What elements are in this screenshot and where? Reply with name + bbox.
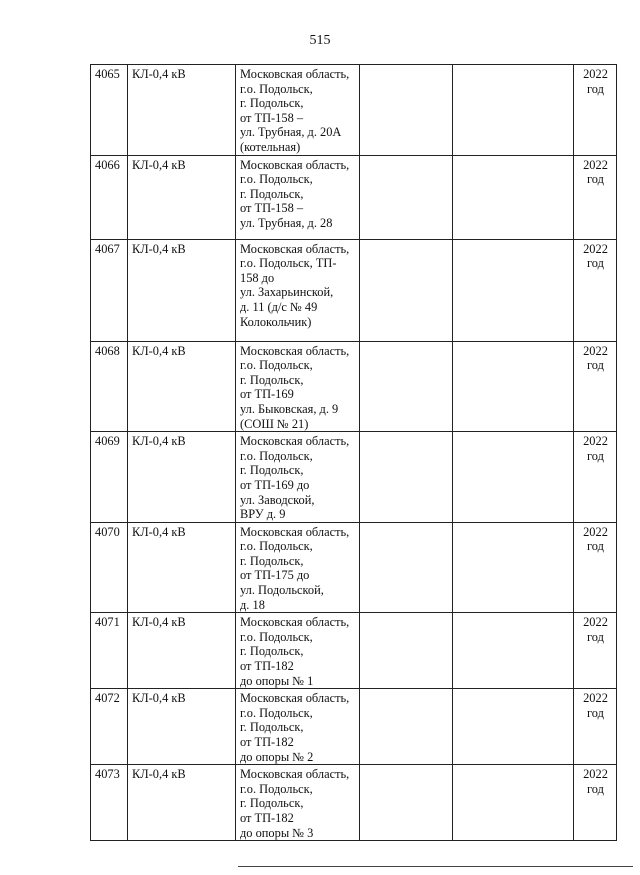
empty-cell: [453, 689, 574, 765]
table-row: [91, 239, 617, 341]
year-cell: 2022 год: [574, 432, 617, 523]
year-cell: 2022 год: [574, 765, 617, 841]
row-number-cell: 4066: [91, 155, 128, 239]
address-cell: Московская область, г.о. Подольск, г. Подольск, от ТП-158 – ул. Трубная, д. 28: [236, 155, 360, 239]
year-cell: 2022 год: [574, 65, 617, 156]
empty-cell: [360, 341, 453, 432]
line-type-cell: КЛ-0,4 кВ: [128, 689, 236, 765]
line-type-cell: КЛ-0,4 кВ: [128, 341, 236, 432]
empty-cell: [453, 65, 574, 156]
line-type-cell: КЛ-0,4 кВ: [128, 522, 236, 613]
empty-cell: [453, 155, 574, 239]
row-number-cell: 4070: [91, 522, 128, 613]
row-number-cell: 4072: [91, 689, 128, 765]
address-cell: Московская область, г.о. Подольск, г. Подольск, от ТП-182 до опоры № 1: [236, 613, 360, 689]
table-row: [91, 65, 617, 156]
address-cell: Московская область, г.о. Подольск, г. Подольск, от ТП-169 ул. Быковская, д. 9 (СОШ № 21): [236, 341, 360, 432]
year-cell: 2022 год: [574, 522, 617, 613]
table-row: [91, 522, 617, 613]
row-number-cell: 4069: [91, 432, 128, 523]
table-row: [91, 613, 617, 689]
address-cell: Московская область, г.о. Подольск, г. Подольск, от ТП-182 до опоры № 3: [236, 765, 360, 841]
empty-cell: [453, 341, 574, 432]
row-number-cell: 4071: [91, 613, 128, 689]
line-type-cell: КЛ-0,4 кВ: [128, 432, 236, 523]
address-cell: Московская область, г.о. Подольск, г. Подольск, от ТП-182 до опоры № 2: [236, 689, 360, 765]
year-cell: 2022 год: [574, 155, 617, 239]
table-row: [91, 765, 617, 841]
page-number: 515: [309, 33, 331, 48]
empty-cell: [453, 765, 574, 841]
empty-cell: [453, 432, 574, 523]
empty-cell: [360, 432, 453, 523]
empty-cell: [453, 613, 574, 689]
empty-cell: [360, 765, 453, 841]
row-number-cell: 4067: [91, 239, 128, 341]
registry-table-body: [91, 65, 617, 841]
registry-table: [90, 64, 617, 841]
table-row: [91, 432, 617, 523]
row-number-cell: 4073: [91, 765, 128, 841]
row-number-cell: 4065: [91, 65, 128, 156]
empty-cell: [360, 689, 453, 765]
address-cell: Московская область, г.о. Подольск, г. Подольск, от ТП-175 до ул. Подольской, д. 18: [236, 522, 360, 613]
year-cell: 2022 год: [574, 613, 617, 689]
bottom-rule: [238, 866, 633, 867]
year-cell: 2022 год: [574, 341, 617, 432]
empty-cell: [360, 65, 453, 156]
line-type-cell: КЛ-0,4 кВ: [128, 765, 236, 841]
table-row: [91, 341, 617, 432]
line-type-cell: КЛ-0,4 кВ: [128, 65, 236, 156]
line-type-cell: КЛ-0,4 кВ: [128, 155, 236, 239]
empty-cell: [453, 522, 574, 613]
row-number-cell: 4068: [91, 341, 128, 432]
empty-cell: [453, 239, 574, 341]
empty-cell: [360, 522, 453, 613]
line-type-cell: КЛ-0,4 кВ: [128, 613, 236, 689]
address-cell: Московская область, г.о. Подольск, г. Подольск, от ТП-169 до ул. Заводской, ВРУ д. 9: [236, 432, 360, 523]
address-cell: Московская область, г.о. Подольск, г. Подольск, от ТП-158 – ул. Трубная, д. 20А (котельная): [236, 65, 360, 156]
empty-cell: [360, 613, 453, 689]
year-cell: 2022 год: [574, 689, 617, 765]
table-row: [91, 689, 617, 765]
year-cell: 2022 год: [574, 239, 617, 341]
table-row: [91, 155, 617, 239]
line-type-cell: КЛ-0,4 кВ: [128, 239, 236, 341]
empty-cell: [360, 155, 453, 239]
address-cell: Московская область, г.о. Подольск, ТП- 158 до ул. Захарьинской, д. 11 (д/с № 49 Колокольчик): [236, 239, 360, 341]
empty-cell: [360, 239, 453, 341]
